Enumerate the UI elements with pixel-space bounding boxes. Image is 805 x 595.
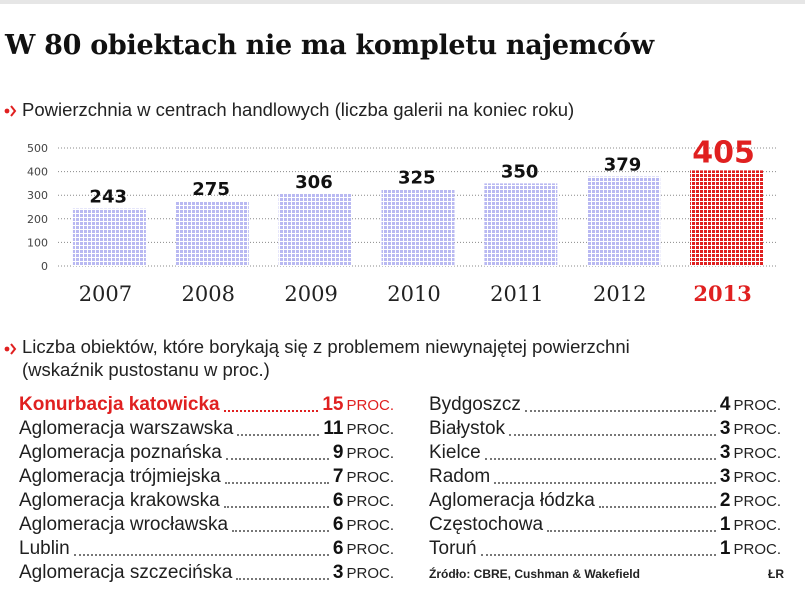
region-name: Bydgoszcz xyxy=(429,394,521,415)
region-name: Aglomeracja warszawska xyxy=(19,418,234,439)
bar-2011 xyxy=(484,183,557,266)
vacancy-unit: PROC. xyxy=(733,469,781,486)
region-name: Konurbacja katowicka xyxy=(19,394,220,415)
vacancy-unit: PROC. xyxy=(346,469,394,486)
vacancy-unit: PROC. xyxy=(346,517,394,534)
region-name: Toruń xyxy=(429,538,477,559)
vacancy-value: 3 xyxy=(719,418,731,439)
vacancy-value: 1 xyxy=(719,514,731,535)
vacancy-value: 6 xyxy=(332,514,344,535)
vacancy-unit: PROC. xyxy=(346,493,394,510)
list-item xyxy=(19,490,394,514)
y-tick-label: 400 xyxy=(27,165,48,179)
value-label-2011: 350 xyxy=(500,161,539,183)
page-title: W 80 obiektach nie ma kompletu najemców xyxy=(5,30,654,61)
vacancy-value: 11 xyxy=(323,418,344,439)
leader-dots xyxy=(547,529,716,532)
region-name: Aglomeracja krakowska xyxy=(19,490,220,511)
section-marker-icon xyxy=(3,342,17,356)
region-name: Aglomeracja szczecińska xyxy=(19,562,233,583)
x-tick-label-2012: 2012 xyxy=(592,282,647,306)
region-name: Radom xyxy=(429,466,491,487)
y-tick-label: 200 xyxy=(27,212,48,226)
vacancy-value: 2 xyxy=(719,490,731,511)
list-item xyxy=(429,538,781,562)
vacancy-unit: PROC. xyxy=(733,445,781,462)
list-heading-line1: Liczba obiektów, które borykają się z problemem niewynajętej powierzchni xyxy=(22,336,630,357)
leader-dots xyxy=(237,433,319,436)
region-name: Białystok xyxy=(429,418,506,439)
list-item xyxy=(429,418,781,442)
value-label-2010: 325 xyxy=(398,167,436,189)
leader-dots xyxy=(74,553,329,556)
section-marker-icon xyxy=(3,104,17,118)
leader-dots xyxy=(494,481,716,484)
bar-2010 xyxy=(382,189,455,266)
source-note: Źródło: CBRE, Cushman & Wakefield xyxy=(429,567,640,581)
top-rule xyxy=(0,0,805,4)
leader-dots xyxy=(226,457,329,460)
bar-2012 xyxy=(587,177,660,266)
vacancy-unit: PROC. xyxy=(346,565,394,582)
leader-dots xyxy=(225,481,329,484)
region-name: Aglomeracja łódzka xyxy=(429,490,595,511)
vacancy-value: 9 xyxy=(332,442,344,463)
vacancy-value: 3 xyxy=(332,562,344,583)
region-name: Aglomeracja trójmiejska xyxy=(19,466,221,487)
value-label-2008: 275 xyxy=(192,179,230,201)
vacancy-unit: PROC. xyxy=(733,517,781,534)
vacancy-unit: PROC. xyxy=(733,493,781,510)
vacancy-value: 1 xyxy=(719,538,731,559)
vacancy-unit: PROC. xyxy=(733,541,781,558)
value-label-2012: 379 xyxy=(603,154,642,176)
list-item xyxy=(429,394,781,418)
y-tick-label: 500 xyxy=(27,142,48,155)
x-tick-label-2011: 2011 xyxy=(490,282,544,306)
list-item xyxy=(19,466,394,490)
bar-chart xyxy=(0,138,805,308)
list-item xyxy=(429,490,781,514)
vacancy-value: 3 xyxy=(719,442,731,463)
vacancy-value: 15 xyxy=(322,394,344,415)
leader-dots xyxy=(236,577,329,580)
region-name: Lublin xyxy=(19,538,70,559)
bar-2008 xyxy=(176,201,249,266)
bar-2007 xyxy=(73,209,146,266)
list-item xyxy=(19,538,394,562)
region-name: Częstochowa xyxy=(429,514,544,535)
leader-dots xyxy=(481,553,716,556)
vacancy-list-left xyxy=(19,394,394,584)
x-tick-label-2013: 2013 xyxy=(693,281,752,306)
region-name: Aglomeracja wrocławska xyxy=(19,514,229,535)
vacancy-unit: PROC. xyxy=(346,421,394,438)
vacancy-list-right xyxy=(429,394,781,564)
leader-dots xyxy=(232,529,329,532)
value-label-2009: 306 xyxy=(295,171,333,193)
region-name: Kielce xyxy=(429,442,481,463)
vacancy-value: 7 xyxy=(332,466,344,487)
chart-heading: Powierzchnia w centrach handlowych (liczba galerii na koniec roku) xyxy=(22,99,575,120)
vacancy-unit: PROC. xyxy=(346,397,394,414)
leader-dots xyxy=(599,505,716,508)
author-credit: ŁR xyxy=(768,567,784,581)
list-item xyxy=(19,562,394,586)
region-name: Aglomeracja poznańska xyxy=(19,442,222,463)
bar-2009 xyxy=(279,194,352,266)
value-label-2013: 405 xyxy=(692,138,755,171)
leader-dots xyxy=(224,505,329,508)
list-item xyxy=(19,394,394,418)
vacancy-value: 3 xyxy=(719,466,731,487)
y-tick-label: 300 xyxy=(27,189,48,203)
y-tick-label: 100 xyxy=(27,236,48,250)
x-tick-label-2010: 2010 xyxy=(387,282,441,306)
vacancy-unit: PROC. xyxy=(733,397,781,414)
vacancy-value: 6 xyxy=(332,490,344,511)
leader-dots xyxy=(224,409,319,412)
x-tick-label-2008: 2008 xyxy=(181,282,236,306)
value-label-2007: 243 xyxy=(89,186,128,208)
vacancy-unit: PROC. xyxy=(733,421,781,438)
bar-2013 xyxy=(690,170,763,266)
list-item xyxy=(19,442,394,466)
list-item xyxy=(19,514,394,538)
vacancy-unit: PROC. xyxy=(346,541,394,558)
y-tick-label: 0 xyxy=(41,260,48,273)
leader-dots xyxy=(509,433,716,436)
vacancy-value: 4 xyxy=(719,394,731,415)
leader-dots xyxy=(525,409,716,412)
x-tick-label-2007: 2007 xyxy=(78,282,133,306)
vacancy-value: 6 xyxy=(332,538,344,559)
list-item xyxy=(429,466,781,490)
vacancy-unit: PROC. xyxy=(346,445,394,462)
x-tick-label-2009: 2009 xyxy=(284,282,338,306)
list-item xyxy=(429,442,781,466)
list-item xyxy=(19,418,394,442)
list-item xyxy=(429,514,781,538)
leader-dots xyxy=(485,457,716,460)
list-heading-line2: (wskaźnik pustostanu w proc.) xyxy=(22,359,270,380)
